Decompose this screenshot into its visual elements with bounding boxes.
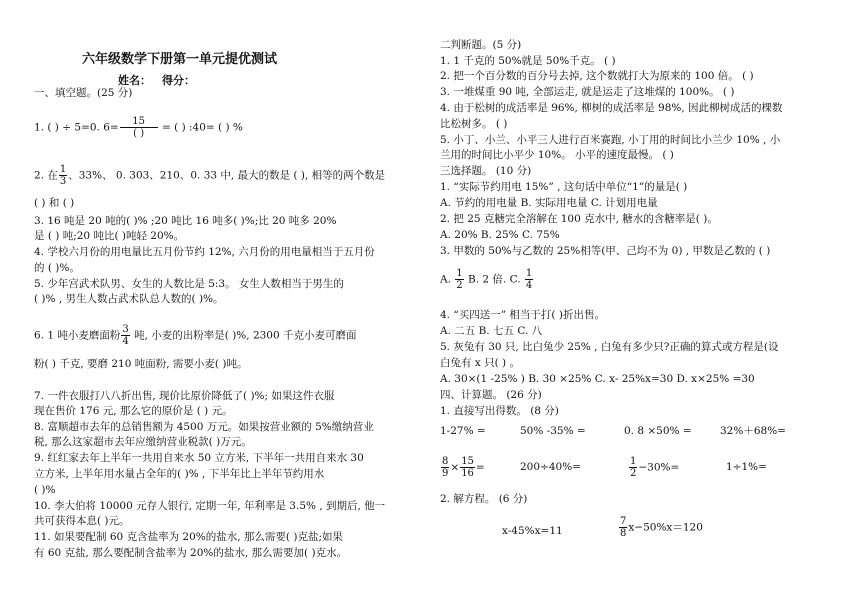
question-7-line1: 7. 一件衣服打八八折出售, 现价比原价降低了( )%; 如果这件衣服 <box>34 390 335 402</box>
question-6: 6. 1 吨小麦磨面粉 $\frac{3}{4}$ 吨, 小麦的出粉率是( )%, 2300 千克小麦可磨面 <box>34 324 357 347</box>
judge-5-line1: 5. 小丁、小兰、小平三人进行百米赛跑, 小丁用的时间比小兰少 10% , 小 <box>440 134 781 146</box>
question-2: 2. 在 $\frac{1}{3}$ 、33%、 0. 303、210、0. 33 中, 最大的数是 ( ), 相等的两个数是 <box>34 164 386 187</box>
question-8-line2: 税, 那么这家超市去年应缴纳营业税款( )万元。 <box>34 436 252 448</box>
choice-4: 4. “买四送一” 相当于打( )折出售。 <box>440 309 605 321</box>
question-5-line1: 5. 少年宫武术队男、女生的人数比是 5:3。 女生人数相当于男生的 <box>34 278 344 290</box>
question-4-line2: 的 ( )%。 <box>34 262 80 274</box>
fraction: $\frac{3}{4}$ <box>122 324 129 347</box>
choice-5-options: A. 30×(1 -25% ) B. 30 ×25% C. x- 25%x=30 D. x×25% =30 <box>440 373 755 385</box>
judge-4-line2: 比松树多。 ( ) <box>440 118 508 130</box>
judge-2: 2. 把一个百分数的百分号去掉, 这个数就打大为原来的 100 倍。 ( ) <box>440 70 754 82</box>
question-7-line2: 现在售价 176 元, 那么它的原价是 ( ) 元。 <box>34 405 233 417</box>
fraction: $\frac{7}{8}$ <box>620 516 627 539</box>
fraction: $\frac{1}{4}$ <box>525 268 533 291</box>
question-9-line2: 立方米, 上半年用水量占全年的( )% , 下半年比上半年节约用水 <box>34 468 325 480</box>
calc-row2-b: 200÷40%= <box>520 461 581 473</box>
question-8-line1: 8. 富顺超市去年的总销售额为 4500 万元。如果按营业额的 5%缴纳营业 <box>34 421 374 433</box>
section-judgement: 二判断题。(5 分) <box>440 39 522 51</box>
question-10-line2: 共可获得本息( )元。 <box>34 515 130 527</box>
fraction: $\frac{15}{16}$ <box>461 456 474 479</box>
question-10-line1: 10. 李大伯将 10000 元存人银行, 定期一年, 年利率是 3.5% , 到期后, 他一 <box>34 500 386 512</box>
fraction: $\frac{1}{2}$ <box>456 268 463 291</box>
choice-2-options: A. 20% B. 25% C. 75% <box>440 229 560 241</box>
calc-row2-a: $\frac{8}{9}$ × $\frac{15}{16}$ = <box>442 456 485 479</box>
section-fill-in: 一、填空题。(25 分) <box>34 87 133 99</box>
name-label: 姓名： <box>118 74 151 87</box>
score-label: 得分： <box>162 74 195 87</box>
calc-row2-c: $\frac{1}{2}$ −30%= <box>630 456 680 479</box>
choice-5-line2: 白兔有 x 只( ) 。 <box>440 357 520 369</box>
calc-row1-a: 1-27% = <box>440 425 486 437</box>
question-9-line1: 9. 红红家去年上半年一共用自来水 50 立方米, 下半年一共用自来水 30 <box>34 452 364 464</box>
section-choice: 三选择题。 (10 分) <box>440 165 532 177</box>
judge-1: 1. 1 千克的 50%就是 50%千克。 ( ) <box>440 55 616 67</box>
equation-title: 2. 解方程。 (6 分) <box>440 493 528 505</box>
choice-1-options: A. 节约的用电量 B. 实际用电量 C. 计划用电量 <box>440 197 658 209</box>
judge-5-line2: 兰用的时间比小平少 10%。 小平的速度最慢。 ( ) <box>440 149 674 161</box>
equation-2: $\frac{7}{8}$ x−50%x＝120 <box>620 516 703 539</box>
fraction: $\frac{8}{9}$ <box>442 456 449 479</box>
question-9-line3: ( )% <box>34 484 56 496</box>
calc-row2-d: 1÷1%= <box>726 461 767 473</box>
choice-2: 2. 把 25 克糖完全溶解在 100 克水中, 糖水的含糖率是( )。 <box>440 213 718 225</box>
choice-4-options: A. 二五 B. 七五 C. 八 <box>440 325 543 337</box>
calc-row1-d: 32%＋68%= <box>720 425 786 437</box>
choice-3: 3. 甲数的 50%与乙数的 25%相等(甲、己均不为 0) , 甲数是乙数的 ( ) <box>440 245 771 257</box>
question-11-line2: 有 60 克盐, 那么要配制含盐率为 20%的盐水, 那么需要加( )克水。 <box>34 547 348 559</box>
choice-5-line1: 5. 灰兔有 30 只, 比白兔少 25% , 白兔有多少只?正确的算式或方程是(设 <box>440 341 779 353</box>
fraction: $\frac{1}{2}$ <box>630 456 637 479</box>
section-calculation: 四、计算题。 (26 分) <box>440 389 542 401</box>
fraction: $\frac{1}{3}$ <box>59 164 67 187</box>
choice-1: 1. “实际节约用电 15%” , 这句话中单位“1”的量是( ) <box>440 181 688 193</box>
choice-3-options: A. $\frac{1}{2}$ B. 2 倍. C. $\frac{1}{4}$ <box>440 268 533 291</box>
question-2-line2: ( ) 和 ( ) <box>34 197 75 209</box>
judge-3: 3. 一堆煤重 90 吨, 全部运走, 就是运走了这堆煤的 100%。 ( ) <box>440 86 735 98</box>
question-11-line1: 11. 如果要配制 60 克含盐率为 20%的盐水, 那么需要( )克盐;如果 <box>34 531 343 543</box>
question-6-line2: 粉( ) 千克, 要磨 210 吨面粉, 需要小麦( )吨。 <box>34 358 248 370</box>
equation-1: x-45%x=11 <box>502 525 563 537</box>
question-4-line1: 4. 学校六月份的用电量比五月份节约 12%, 六月份的用电量相当于五月份 <box>34 246 375 258</box>
judge-4-line1: 4. 由于松树的成活率是 96%, 柳树的成活率是 98%, 因此柳树成活的棵数 <box>440 102 783 114</box>
question-5-line2: ( )% , 男生人数占武术队总人数的( )%。 <box>34 293 224 305</box>
fraction: $\frac{15}{( )}$ <box>120 116 158 139</box>
question-3-line1: 3. 16 吨是 20 吨的( )% ;20 吨比 16 吨多( )%;比 20 吨多 20% <box>34 215 337 227</box>
calc-direct-title: 1. 直接写出得数。 (8 分) <box>440 405 559 417</box>
calc-row1-c: 0. 8 ×50% = <box>624 425 692 437</box>
page-title: 六年级数学下册第一单元提优测试 <box>82 52 278 67</box>
question-1: 1. ( ) ÷ 5=0. 6= $\frac{15}{( )}$ = ( ) :40= ( ) % <box>34 116 243 139</box>
question-3-line2: 是 ( ) 吨;20 吨比( )吨轻 20%。 <box>34 230 185 242</box>
calc-row1-b: 50% -35% = <box>520 425 586 437</box>
